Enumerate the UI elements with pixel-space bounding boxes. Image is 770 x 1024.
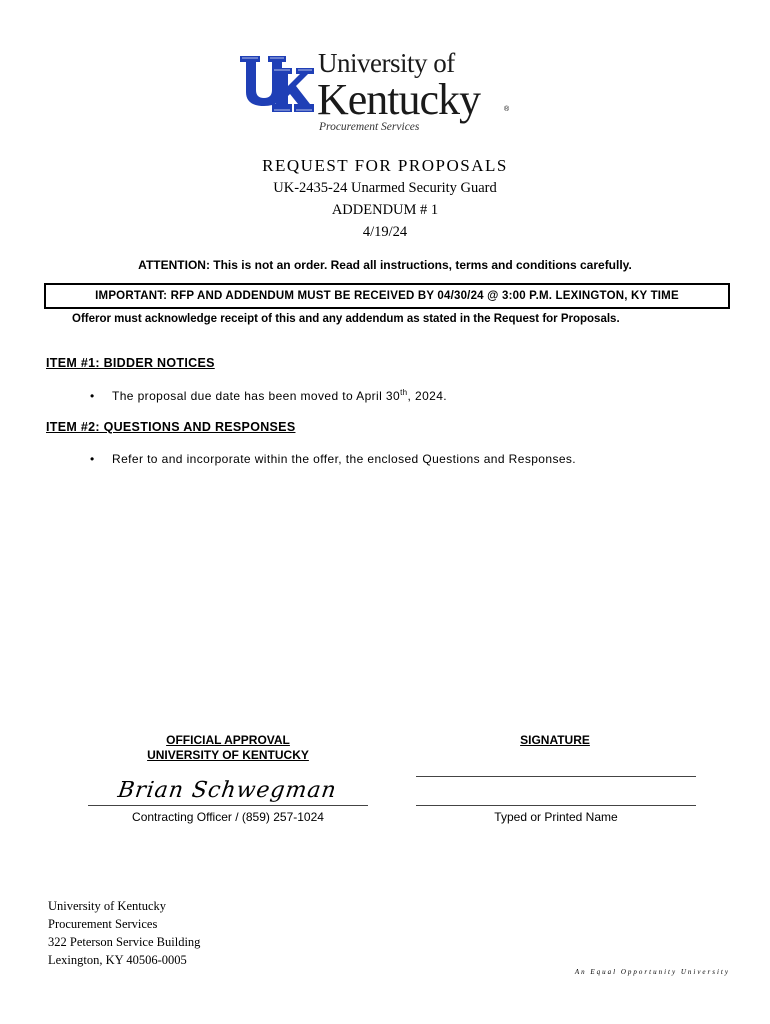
official-approval-label: OFFICIAL APPROVAL: [166, 733, 290, 747]
university-label: UNIVERSITY OF KENTUCKY: [147, 748, 309, 762]
item-1-superscript: th: [400, 388, 408, 397]
address-line-2: Procurement Services: [48, 917, 158, 931]
address-line-4: Lexington, KY 40506-0005: [48, 953, 187, 967]
item-2-heading: ITEM #2: QUESTIONS AND RESPONSES: [46, 420, 296, 434]
attention-notice: ATTENTION: This is not an order. Read all instructions, terms and conditions carefully.: [138, 258, 632, 272]
officer-signature-line: [88, 805, 368, 806]
addendum-date: 4/19/24: [362, 224, 408, 240]
rfp-name: UK-2435-24 Unarmed Security Guard: [273, 180, 497, 196]
equal-opportunity-footer: An Equal Opportunity University: [574, 968, 730, 976]
handwritten-signature: Brian Schwegman: [116, 778, 339, 803]
logo-kentucky: Kentucky: [317, 75, 481, 124]
address-line-1: University of Kentucky: [48, 899, 167, 913]
item-2-text: Refer to and incorporate within the offer, the enclosed Questions and Responses.: [112, 452, 577, 466]
logo-procurement-services: Procurement Services: [319, 121, 420, 133]
item-2-bullet: [90, 452, 576, 466]
printed-name-line[interactable]: [416, 805, 696, 806]
bullet-icon: •: [90, 389, 95, 403]
item-1-bullet: [90, 388, 447, 403]
address-line-3: 322 Peterson Service Building: [48, 935, 201, 949]
item-1-heading: ITEM #1: BIDDER NOTICES: [46, 356, 215, 370]
logo-registered-mark: ®: [504, 106, 510, 113]
addendum-number: ADDENDUM # 1: [331, 202, 439, 218]
printed-name-caption: Typed or Printed Name: [494, 810, 618, 824]
offeror-notice: Offeror must acknowledge receipt of this and any addendum as stated in the Request for Proposals.: [72, 313, 620, 325]
document-title: REQUEST FOR PROPOSALS: [262, 156, 508, 175]
logo-university-of: University of: [318, 48, 455, 78]
bullet-icon: •: [90, 452, 95, 466]
item-1-text: The proposal due date has been moved to April 30: [112, 389, 401, 403]
contracting-officer-caption: Contracting Officer / (859) 257-1024: [132, 810, 324, 824]
uk-logo-mark: [238, 54, 314, 114]
item-1-text-end: , 2024.: [407, 389, 448, 403]
important-notice-box: [44, 283, 730, 309]
signature-line[interactable]: [416, 776, 696, 777]
important-notice: IMPORTANT: RFP AND ADDENDUM MUST BE RECEIVED BY 04/30/24 @ 3:00 P.M. LEXINGTON, KY TIME: [95, 290, 679, 302]
signature-label: SIGNATURE: [520, 733, 590, 747]
